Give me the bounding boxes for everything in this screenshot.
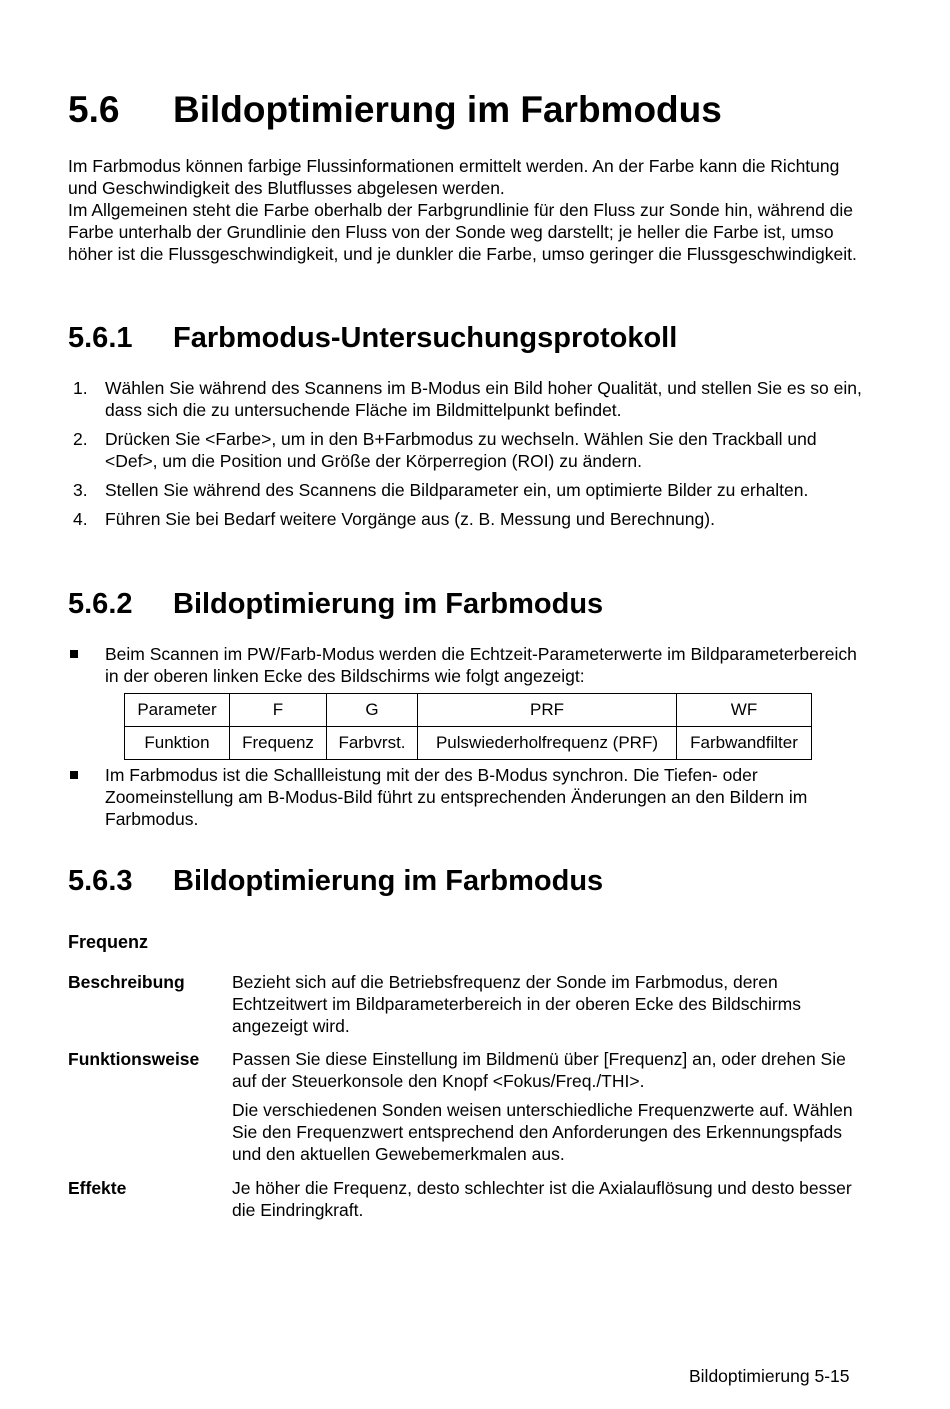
bullet-square-icon: [70, 650, 78, 658]
table-cell: F: [230, 694, 327, 727]
step-text: Drücken Sie <Farbe>, um in den B+Farbmodus zu wechseln. Wählen Sie den Trackball und <Def>, um die Position und Größe der Körperregion (ROI) zu ändern.: [105, 429, 817, 471]
list-item: [68, 428, 868, 472]
list-item: [68, 377, 868, 421]
table-cell: Funktion: [125, 727, 230, 760]
bullet-item-1: [68, 643, 868, 687]
step-number: 2.: [73, 429, 88, 449]
beschreibung-label: Beschreibung: [68, 972, 185, 992]
intro-paragraph-2: Im Allgemeinen steht die Farbe oberhalb der Farbgrundlinie für den Fluss zur Sonde hin, während die Farbe unterhalb der Grundlinie den Fluss von der Sonde weg darstellt; je heller die Farbe ist, umso höher ist die Flussgeschwindigkeit, und je dunkler die Farbe, umso geringer die Flussgeschwindigkeit.: [68, 200, 857, 264]
page-footer: Bildoptimierung 5-15: [689, 1366, 850, 1386]
protocol-steps-list: [68, 377, 868, 537]
funktionsweise-text-1: Passen Sie diese Einstellung im Bildmenü über [Frequenz] an, oder drehen Sie auf der Steuerkonsole den Knopf <Fokus/Freq./THI>.: [232, 1049, 846, 1091]
table-cell: Farbwandfilter: [677, 727, 812, 760]
bullet-text: Beim Scannen im PW/Farb-Modus werden die Echtzeit-Parameterwerte im Bildparameterbereich in der oberen linken Ecke des Bildschirms wie folgt angezeigt:: [105, 644, 857, 686]
list-item: [68, 479, 868, 501]
section-563-title: Bildoptimierung im Farbmodus: [173, 865, 604, 897]
table-cell: PRF: [418, 694, 677, 727]
main-heading: [68, 88, 722, 132]
section-562-heading: [68, 586, 603, 622]
step-text: Wählen Sie während des Scannens im B-Modus ein Bild hoher Qualität, und stellen Sie es so ein, dass sich die zu untersuchende Fläche im Bildmittelpunkt befindet.: [105, 378, 862, 420]
funktionsweise-label: Funktionsweise: [68, 1049, 200, 1069]
section-563-heading: [68, 863, 603, 899]
parameter-table: [124, 693, 812, 760]
main-heading-number: 5.6: [68, 89, 120, 130]
frequenz-subheading: Frequenz: [68, 932, 149, 952]
table-row: [125, 694, 812, 727]
section-562-number: 5.6.2: [68, 588, 133, 620]
funktionsweise-text-2: Die verschiedenen Sonden weisen unterschiedliche Frequenzwerte auf. Wählen Sie den Frequenzwert entsprechend den Anforderungen des Erkennungspfads und den aktuellen Gewebemerkmalen aus.: [232, 1100, 853, 1164]
effekte-text: Je höher die Frequenz, desto schlechter ist die Axialauflösung und desto besser die Eindringkraft.: [232, 1178, 852, 1220]
step-text: Führen Sie bei Bedarf weitere Vorgänge aus (z. B. Messung und Berechnung).: [105, 509, 715, 529]
beschreibung-text: Bezieht sich auf die Betriebsfrequenz der Sonde im Farbmodus, deren Echtzeitwert im Bildparameterbereich in der oberen Ecke des Bildschirms angezeigt wird.: [232, 972, 801, 1036]
bullet-text: Im Farbmodus ist die Schallleistung mit der des B-Modus synchron. Die Tiefen- oder Zoomeinstellung am B-Modus-Bild führt zu entsprechenden Änderungen an den Bildern im Farbmodus.: [105, 765, 808, 829]
step-text: Stellen Sie während des Scannens die Bildparameter ein, um optimierte Bilder zu erhalten.: [105, 480, 809, 500]
table-cell: Pulswiederholfrequenz (PRF): [418, 727, 677, 760]
effekte-label: Effekte: [68, 1178, 127, 1198]
table-cell: WF: [677, 694, 812, 727]
list-item: [68, 508, 868, 530]
step-number: 1.: [73, 378, 88, 398]
section-562-title: Bildoptimierung im Farbmodus: [173, 588, 604, 620]
main-heading-title: Bildoptimierung im Farbmodus: [173, 89, 722, 130]
bullet-square-icon: [70, 771, 78, 779]
step-number: 3.: [73, 480, 88, 500]
table-cell: Parameter: [125, 694, 230, 727]
intro-paragraph-1: Im Farbmodus können farbige Flussinformationen ermittelt werden. An der Farbe kann die Richtung und Geschwindigkeit des Blutflusses abgelesen werden.: [68, 156, 840, 198]
section-561-number: 5.6.1: [68, 322, 133, 354]
section-563-number: 5.6.3: [68, 865, 133, 897]
table-row: [125, 727, 812, 760]
table-cell: Farbvrst.: [327, 727, 418, 760]
table-cell: Frequenz: [230, 727, 327, 760]
section-561-heading: [68, 320, 677, 356]
step-number: 4.: [73, 509, 88, 529]
bullet-item-2: [68, 764, 868, 830]
section-561-title: Farbmodus-Untersuchungsprotokoll: [173, 322, 678, 354]
table-cell: G: [327, 694, 418, 727]
